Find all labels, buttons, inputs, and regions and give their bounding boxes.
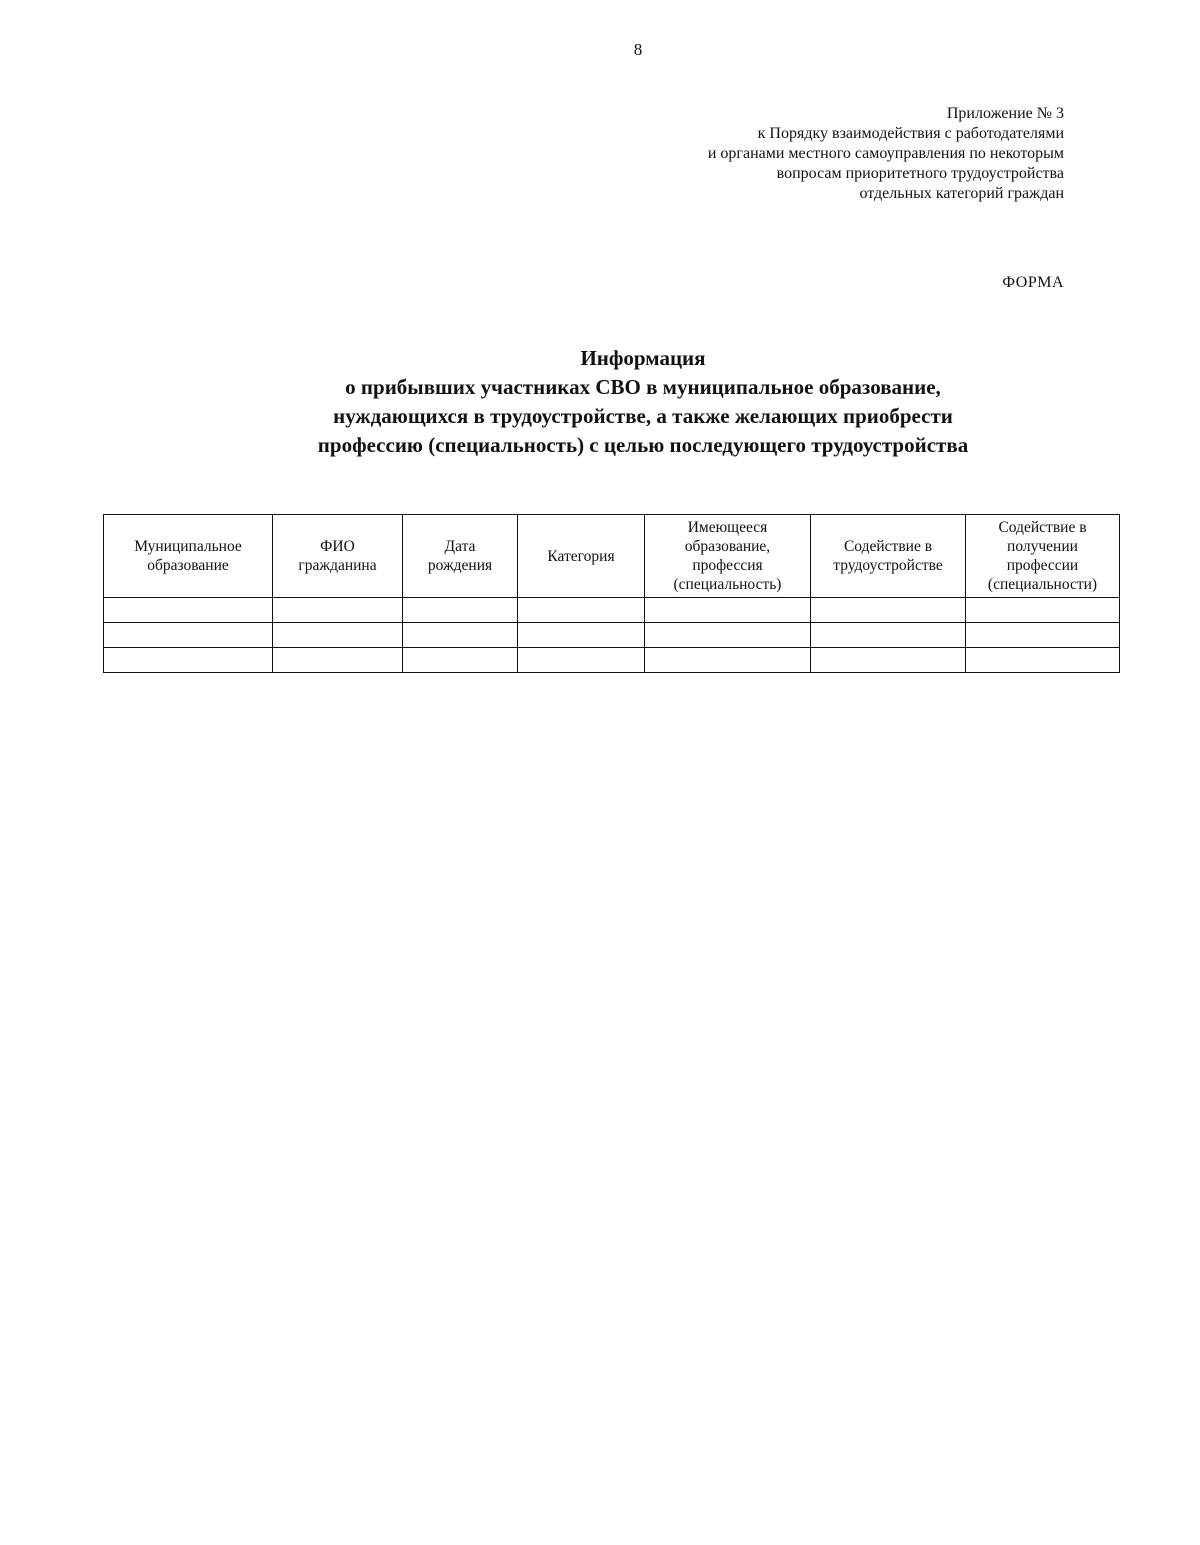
table-row xyxy=(104,648,1120,673)
header-text: Дата xyxy=(444,538,476,555)
header-text: Муниципальное xyxy=(134,538,242,555)
page-number: 8 xyxy=(633,40,643,59)
header-text: получении xyxy=(1007,538,1078,555)
table-cell xyxy=(966,623,1120,648)
header-education xyxy=(645,515,811,598)
header-text: трудоустройстве xyxy=(833,557,943,574)
table-cell xyxy=(811,648,966,673)
table-cell xyxy=(273,623,403,648)
appendix-line: вопросам приоритетного трудоустройства xyxy=(776,165,1064,182)
table-cell xyxy=(403,623,518,648)
table-cell xyxy=(273,598,403,623)
appendix-line: Приложение № 3 xyxy=(946,105,1064,122)
table-header-row xyxy=(104,515,1120,598)
header-text: Категория xyxy=(547,547,615,565)
table-cell xyxy=(966,648,1120,673)
header-text: Содействие в xyxy=(998,519,1087,536)
table-cell xyxy=(966,598,1120,623)
table-cell xyxy=(811,623,966,648)
table-cell xyxy=(403,648,518,673)
table-row xyxy=(104,623,1120,648)
appendix-line: отдельных категорий граждан xyxy=(859,185,1064,202)
title-line: нуждающихся в трудоустройстве, а также желающих приобрести xyxy=(333,404,953,428)
table-cell xyxy=(645,598,811,623)
title-line: Информация xyxy=(580,346,706,370)
table-cell xyxy=(403,598,518,623)
form-table xyxy=(103,514,1120,673)
appendix-line: и органами местного самоуправления по некоторым xyxy=(707,145,1064,162)
table-cell xyxy=(104,598,273,623)
header-text: профессии xyxy=(1006,557,1079,574)
header-category xyxy=(518,515,645,598)
header-text: гражданина xyxy=(298,557,377,574)
header-training-assistance xyxy=(966,515,1120,598)
appendix-note xyxy=(544,104,1064,204)
header-text: (специальности) xyxy=(987,576,1098,593)
table-row xyxy=(104,598,1120,623)
header-text: образование, xyxy=(684,538,771,555)
header-text: Содействие в xyxy=(843,538,933,555)
form-label: ФОРМА xyxy=(1002,274,1064,291)
header-text: образование xyxy=(147,557,229,574)
title-line: о прибывших участниках СВО в муниципальное образование, xyxy=(345,375,941,399)
table-cell xyxy=(273,648,403,673)
header-text: ФИО xyxy=(320,538,355,555)
appendix-line: к Порядку взаимодействия с работодателями xyxy=(757,125,1064,142)
header-employment-assistance xyxy=(811,515,966,598)
header-municipality xyxy=(104,515,273,598)
table-cell xyxy=(104,648,273,673)
title-line: профессию (специальность) с целью последующего трудоустройства xyxy=(317,433,969,457)
header-birth-date xyxy=(403,515,518,598)
header-text: (специальность) xyxy=(673,576,782,593)
table-cell xyxy=(518,598,645,623)
table-cell xyxy=(518,648,645,673)
table-cell xyxy=(518,623,645,648)
table-cell xyxy=(645,623,811,648)
header-text: рождения xyxy=(427,557,493,574)
document-title xyxy=(0,344,1200,460)
table-cell xyxy=(811,598,966,623)
header-full-name xyxy=(273,515,403,598)
header-text: Имеющееся xyxy=(687,519,768,536)
table-cell xyxy=(104,623,273,648)
header-text: профессия xyxy=(692,557,763,574)
table-cell xyxy=(645,648,811,673)
